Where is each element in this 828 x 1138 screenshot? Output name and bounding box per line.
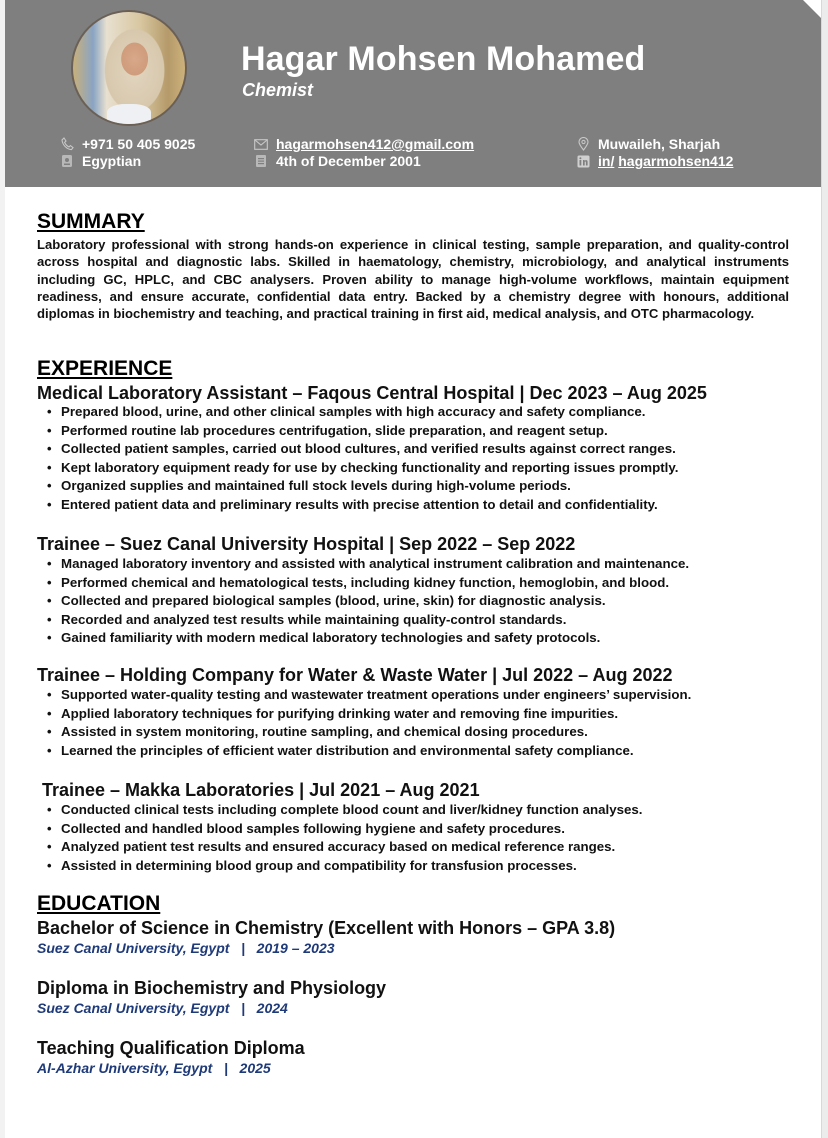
job-title: Medical Laboratory Assistant – Faqous Central Hospital | Dec 2023 – Aug 2025 (37, 383, 707, 403)
linkedin-prefix[interactable]: in/ (598, 153, 615, 169)
job-title: Trainee – Makka Laboratories | Jul 2021 – Aug 2021 (42, 780, 480, 800)
list-item: • Learned the principles of efficient water distribution and environmental safety compliance. (37, 742, 691, 761)
resume-header (5, 0, 821, 187)
education-degree: Teaching Qualification Diploma (37, 1038, 305, 1058)
resume-page (5, 0, 821, 1138)
education-degree: Bachelor of Science in Chemistry (Excellent with Honors – GPA 3.8) (37, 918, 616, 938)
summary-heading: SUMMARY (37, 210, 145, 233)
linkedin-link[interactable]: hagarmohsen412 (618, 153, 734, 169)
job-bullets (37, 403, 678, 515)
education-degree: Diploma in Biochemistry and Physiology (37, 978, 387, 998)
job-title: Trainee – Holding Company for Water & Waste Water | Jul 2022 – Aug 2022 (37, 665, 673, 685)
calendar-icon (254, 154, 268, 168)
summary-text: Laboratory professional with strong hands-on experience in clinical testing, sample preparation, and quality-control across hospital and diagnostic labs. Skilled in haematology, chemistry, microbiology, and analytical instruments including GC, HPLC, and CBC analysers. Proven ability to manage high-volume workflows, maintain equipment readiness, and ensure accurate, confidential data entry. Backed by a chemistry degree with honours, additional diplomas in biochemistry and teaching, and practical training in first aid, medical analysis, and OTC pharmacology. (37, 237, 789, 322)
education-detail: Al-Azhar University, Egypt | 2025 (37, 1060, 271, 1076)
list-item: • Collected and handled blood samples following hygiene and safety procedures. (37, 820, 642, 839)
envelope-icon (254, 137, 268, 151)
list-item: • Kept laboratory equipment ready for use by checking functionality and reporting issues promptly. (37, 459, 678, 478)
education-detail: Suez Canal University, Egypt | 2019 – 2023 (37, 940, 335, 956)
list-item: • Applied laboratory techniques for purifying drinking water and removing fine impurities. (37, 705, 691, 724)
page-edge (821, 0, 828, 1138)
list-item: • Collected patient samples, carried out blood cultures, and verified results against correct ranges. (37, 440, 678, 459)
list-item: • Recorded and analyzed test results while maintaining quality-control standards. (37, 611, 689, 630)
profile-photo (71, 10, 187, 126)
page-corner-fold (803, 0, 821, 18)
list-item: • Managed laboratory inventory and assisted with analytical instrument calibration and maintenance. (37, 555, 689, 574)
list-item: • Assisted in system monitoring, routine sampling, and chemical dosing procedures. (37, 723, 691, 742)
contact-nationality: Egyptian (60, 153, 141, 169)
contact-linkedin[interactable] (576, 153, 733, 169)
education-detail: Suez Canal University, Egypt | 2024 (37, 1000, 288, 1016)
map-pin-icon (576, 137, 590, 151)
list-item: • Analyzed patient test results and ensured accuracy based on medical reference ranges. (37, 838, 642, 857)
list-item: • Performed routine lab procedures centrifugation, slide preparation, and reagent setup. (37, 422, 678, 441)
list-item: • Performed chemical and hematological tests, including kidney function, hemoglobin, and blood. (37, 574, 689, 593)
linkedin-icon (576, 154, 590, 168)
contact-phone: +971 50 405 9025 (60, 136, 195, 152)
list-item: • Assisted in determining blood group and compatibility for transfusion processes. (37, 857, 642, 876)
contact-email[interactable] (254, 136, 474, 152)
phone-icon (60, 137, 74, 151)
list-item: • Supported water-quality testing and wastewater treatment operations under engineers’ supervision. (37, 686, 691, 705)
candidate-title: Chemist (242, 80, 314, 100)
job-bullets (37, 686, 691, 760)
list-item: • Entered patient data and preliminary results with precise attention to detail and confidentiality. (37, 496, 678, 515)
id-card-icon (60, 154, 74, 168)
job-title: Trainee – Suez Canal University Hospital | Sep 2022 – Sep 2022 (37, 534, 576, 554)
list-item: • Conducted clinical tests including complete blood count and liver/kidney function analyses. (37, 801, 642, 820)
list-item: • Gained familiarity with modern medical laboratory technologies and safety protocols. (37, 629, 689, 648)
candidate-name: Hagar Mohsen Mohamed (241, 40, 646, 78)
list-item: • Organized supplies and maintained full stock levels during high-volume periods. (37, 477, 678, 496)
job-bullets (37, 801, 642, 875)
list-item: • Prepared blood, urine, and other clinical samples with high accuracy and safety compliance. (37, 403, 678, 422)
list-item: • Collected and prepared biological samples (blood, urine, skin) for diagnostic analysis. (37, 592, 689, 611)
contact-birthdate: 4th of December 2001 (254, 153, 421, 169)
education-heading: EDUCATION (37, 892, 161, 915)
experience-heading: EXPERIENCE (37, 357, 173, 380)
email-link[interactable]: hagarmohsen412@gmail.com (276, 136, 475, 152)
job-bullets (37, 555, 689, 648)
contact-location: Muwaileh, Sharjah (576, 136, 720, 152)
